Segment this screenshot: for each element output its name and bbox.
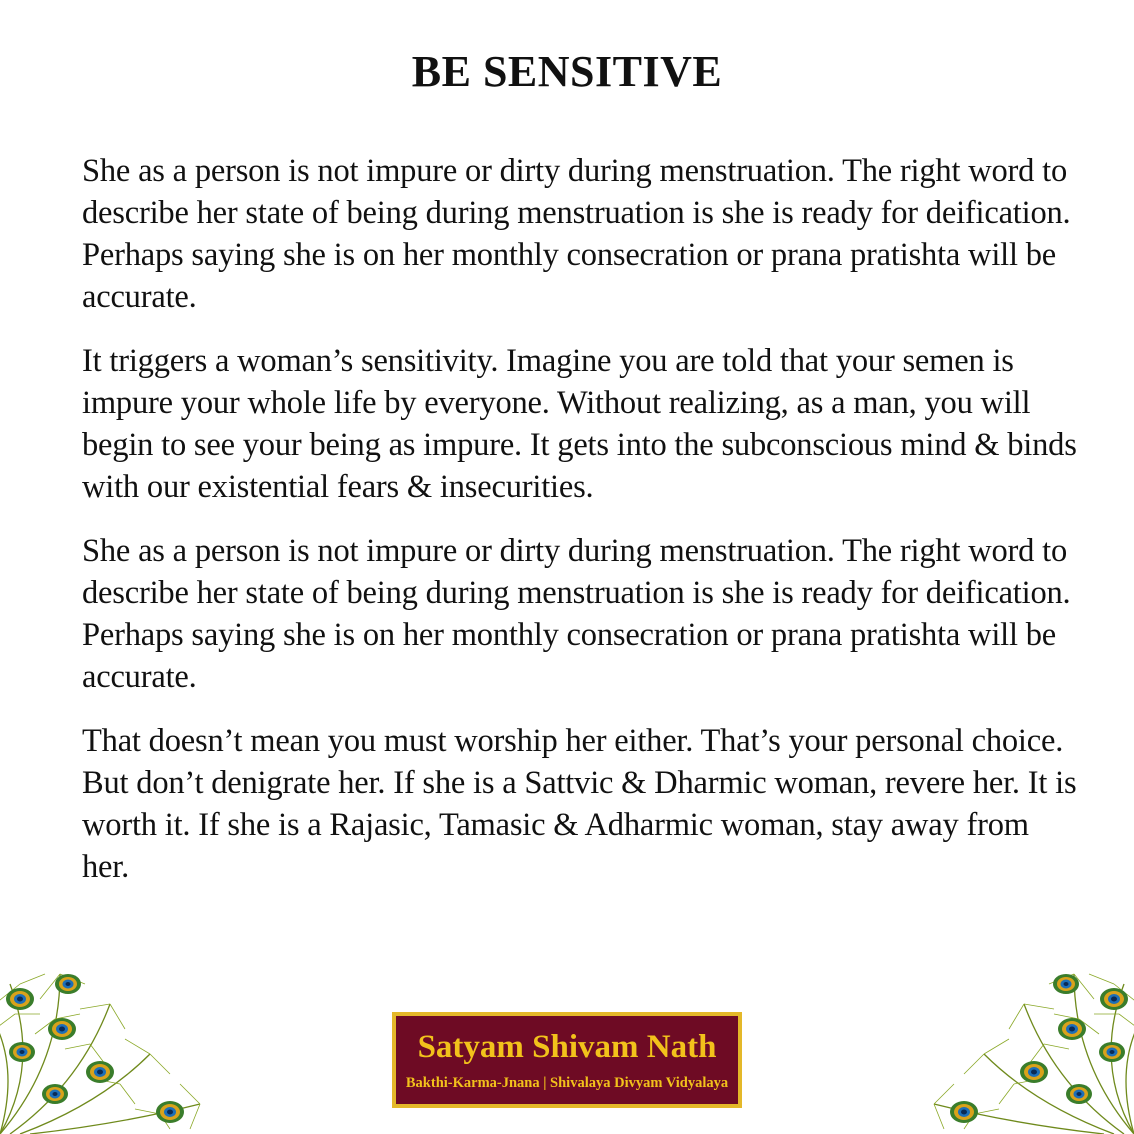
peacock-feathers-left-icon bbox=[0, 944, 220, 1134]
paragraph-2: It triggers a woman’s sensitivity. Imagine you are told that your semen is impure your whole life by everyone. Without realizing, as a man, you will begin to see your being as impure. It gets into the subconscious mind & binds with our existential fears & insecurities. bbox=[82, 343, 1077, 505]
paragraph-1: She as a person is not impure or dirty during menstruation. The right word to describe her state of being during menstruation is she is ready for deification. Perhaps saying she is on her monthly consecration or prana pratishta will be accurate. bbox=[82, 153, 1071, 315]
peacock-feathers-right-icon bbox=[914, 944, 1134, 1134]
page-title: BE SENSITIVE bbox=[411, 47, 723, 96]
logo-name: Satyam Shivam Nath bbox=[417, 1029, 717, 1065]
brand-logo bbox=[392, 1012, 742, 1108]
article-body bbox=[82, 150, 1082, 910]
paragraph-3: She as a person is not impure or dirty during menstruation. The right word to describe her state of being during menstruation is she is ready for deification. Perhaps saying she is on her monthly consecration or prana pratishta will be accurate. bbox=[82, 533, 1071, 695]
paragraph-4: That doesn’t mean you must worship her either. That’s your personal choice. But don’t denigrate her. If she is a Sattvic & Dharmic woman, revere her. It is worth it. If she is a Rajasic, Tamasic & Adharmic woman, stay away from her. bbox=[82, 723, 1077, 885]
logo-tagline: Bakthi-Karma-Jnana | Shivalaya Divyam Vidyalaya bbox=[405, 1075, 729, 1091]
